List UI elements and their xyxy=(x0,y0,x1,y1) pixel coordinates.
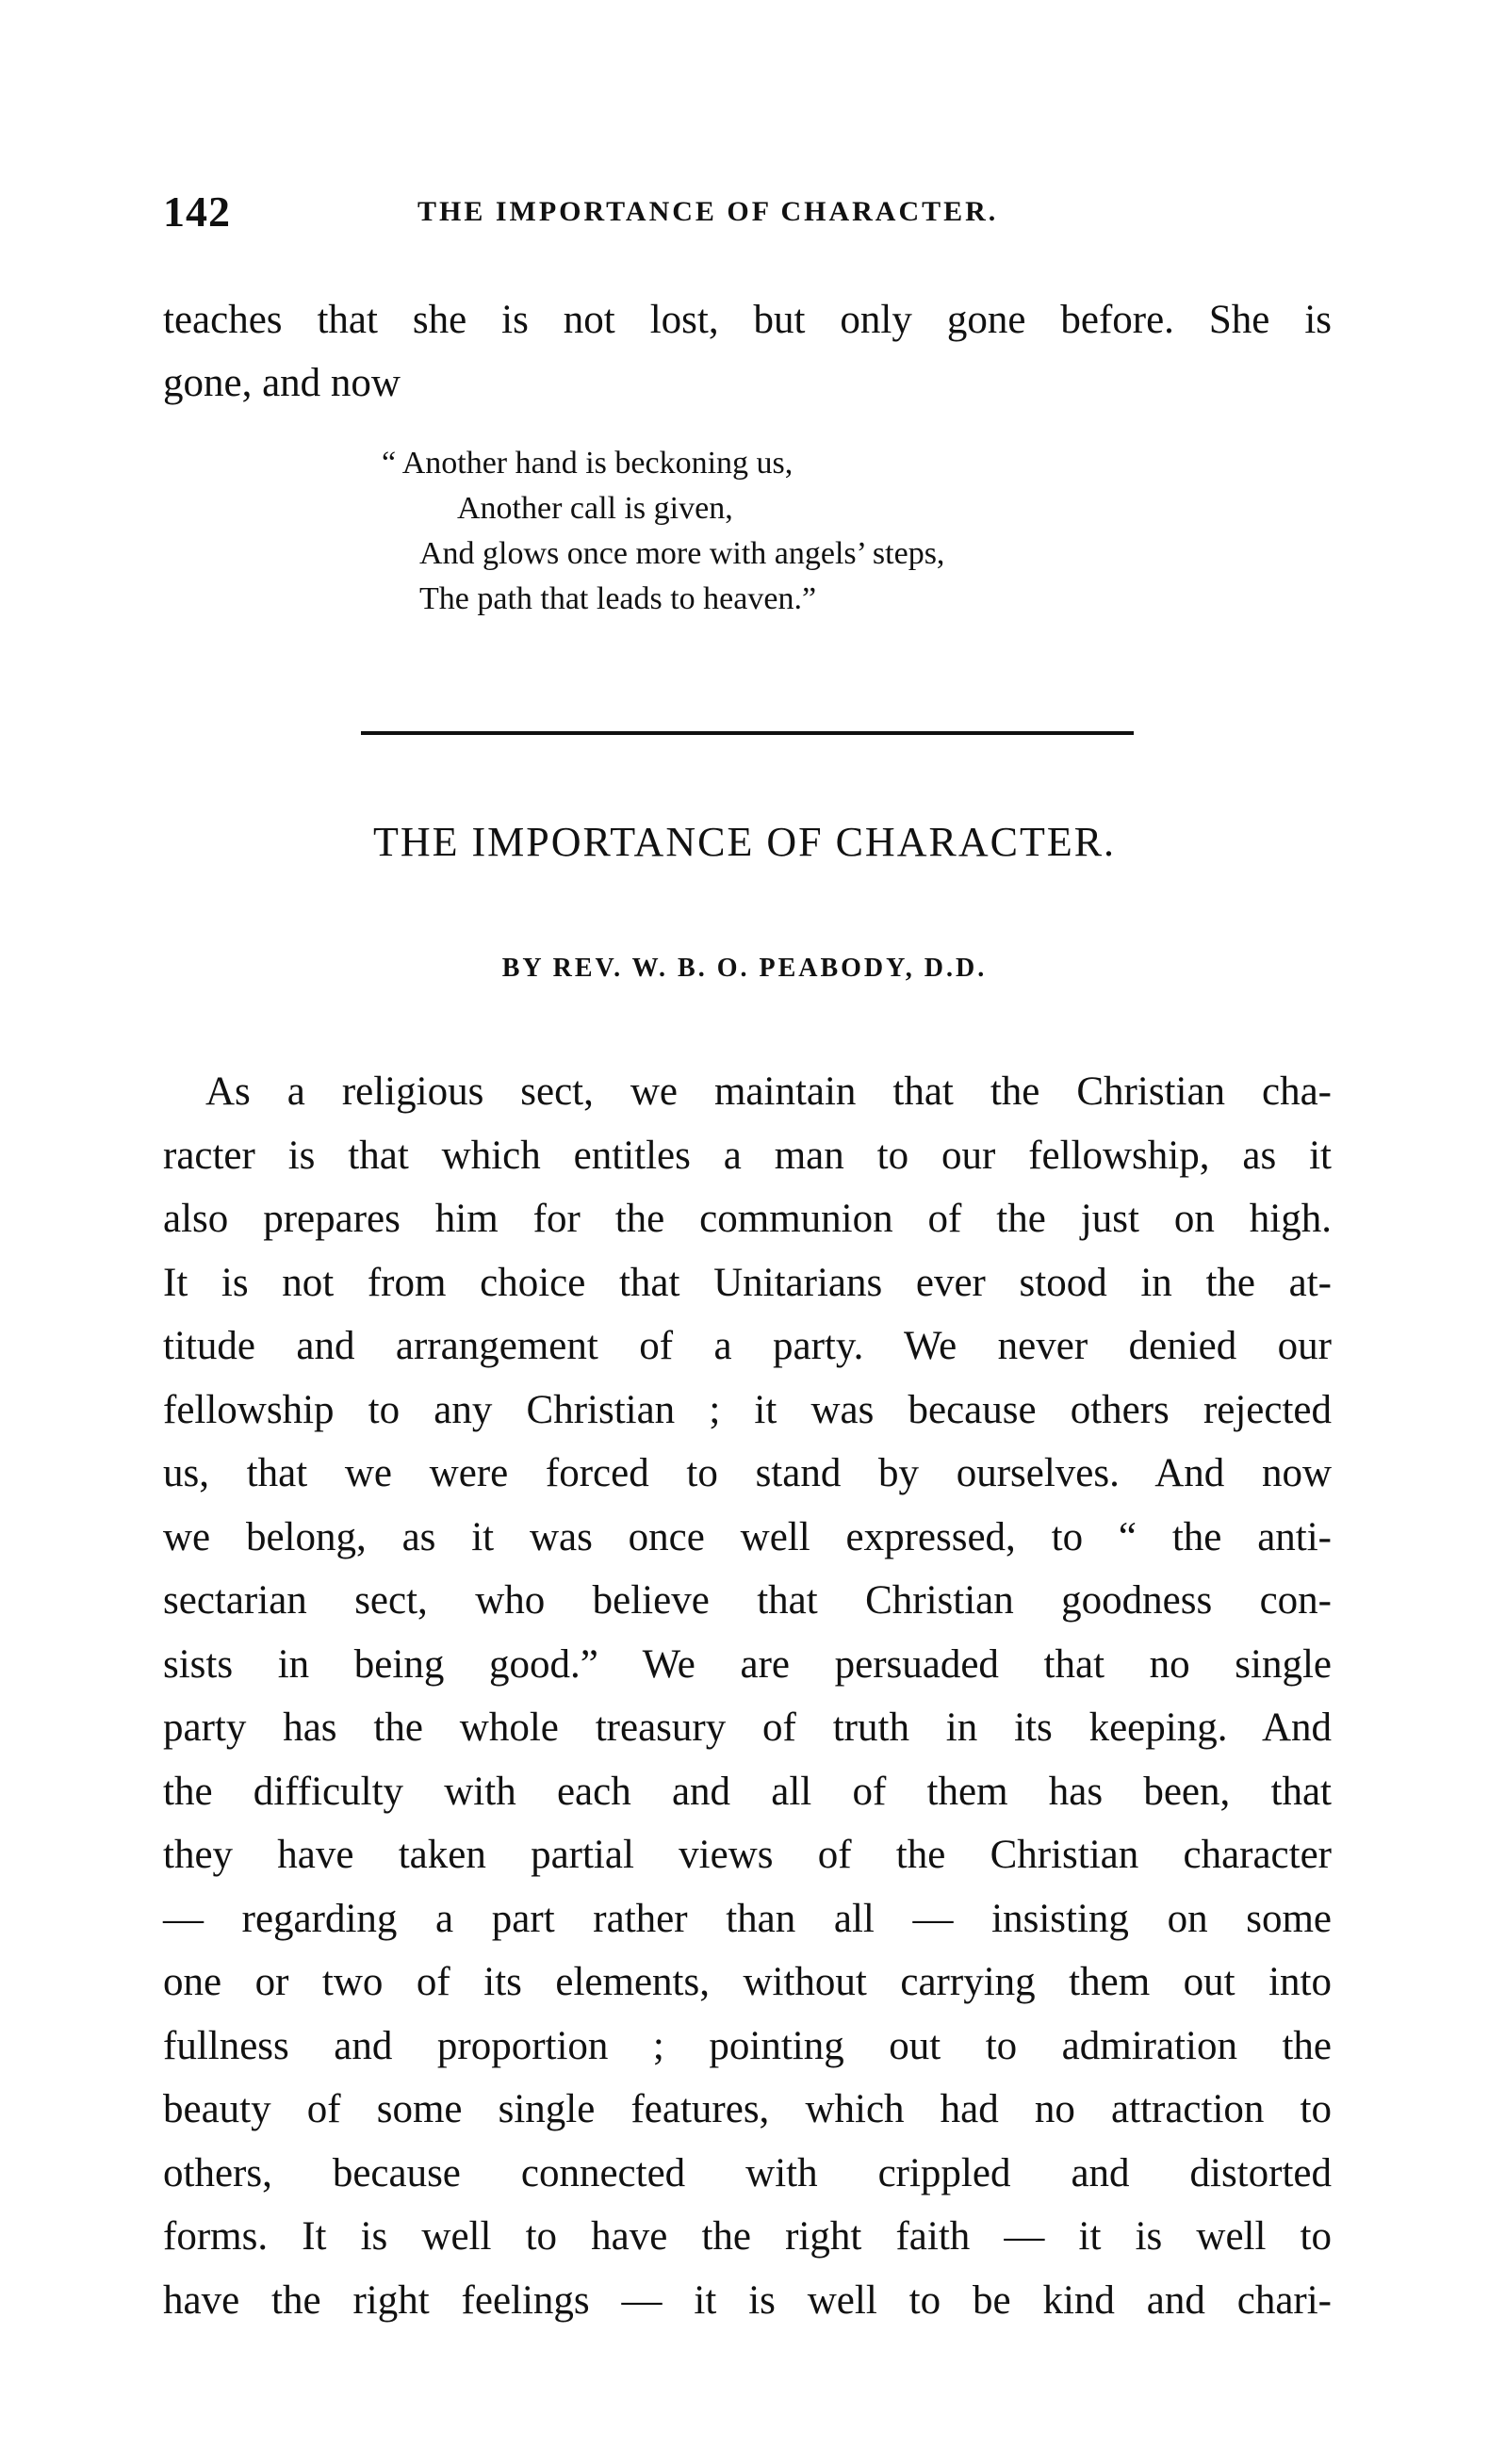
text-line: As a religious sect, we maintain that the Christian cha- xyxy=(205,1069,1332,1114)
poem-line: The path that leads to heaven.” xyxy=(419,581,817,616)
text-line: one or two of its elements, without carrying them out into xyxy=(163,1960,1332,2004)
running-head xyxy=(163,187,1332,243)
article-body xyxy=(163,1060,1332,2332)
previous-paragraph-continuation xyxy=(163,288,1332,415)
text-line: us, that we were forced to stand by ourselves. And now xyxy=(163,1451,1332,1495)
article-title: THE IMPORTANCE OF CHARACTER. xyxy=(372,819,1117,865)
text-line: fellowship to any Christian ; it was because others rejected xyxy=(163,1387,1332,1432)
text-line: they have taken partial views of the Christian character xyxy=(163,1833,1332,1877)
section-divider xyxy=(361,731,1134,735)
poem-line: Another call is given, xyxy=(457,491,733,526)
poem-line: And glows once more with angels’ steps, xyxy=(419,536,945,571)
text-line: also prepares him for the communion of the just on high. xyxy=(163,1197,1332,1241)
text-line: others, because connected with crippled and distorted xyxy=(163,2150,1332,2195)
text-line: the difficulty with each and all of them has been, that xyxy=(163,1769,1332,1814)
text-line: sists in being good.” We are persuaded that no single xyxy=(163,1641,1332,1687)
text-line: racter is that which entitles a man to our fellowship, as it xyxy=(163,1133,1332,1178)
page-number: 142 xyxy=(163,188,231,236)
article-byline: BY REV. W. B. O. PEABODY, D.D. xyxy=(501,954,988,983)
poem-quotation xyxy=(382,441,944,622)
text-line: forms. It is well to have the right faith — it is well to xyxy=(163,2214,1332,2259)
text-line: party has the whole treasury of truth in its keeping. And xyxy=(163,1705,1332,1750)
text-line: It is not from choice that Unitarians ever stood in the at- xyxy=(163,1260,1332,1305)
running-title: THE IMPORTANCE OF CHARACTER. xyxy=(417,196,999,227)
text-line: teaches that she is not lost, but only gone before. She is xyxy=(163,298,1332,342)
text-line: sectarian sect, who believe that Christian goodness con- xyxy=(163,1578,1332,1623)
text-line: fullness and proportion ; pointing out to admiration the xyxy=(163,2023,1332,2068)
text-line: titude and arrangement of a party. We never denied our xyxy=(163,1324,1332,1368)
poem-line: “ Another hand is beckoning us, xyxy=(382,446,794,481)
text-line: — regarding a part rather than all — insisting on some xyxy=(163,1896,1332,1941)
text-line: beauty of some single features, which had no attraction to xyxy=(163,2087,1332,2131)
text-line: have the right feelings — it is well to be kind and chari- xyxy=(163,2277,1332,2323)
text-line: gone, and now xyxy=(163,361,401,405)
text-line: we belong, as it was once well expressed, to “ the anti- xyxy=(163,1514,1332,1559)
